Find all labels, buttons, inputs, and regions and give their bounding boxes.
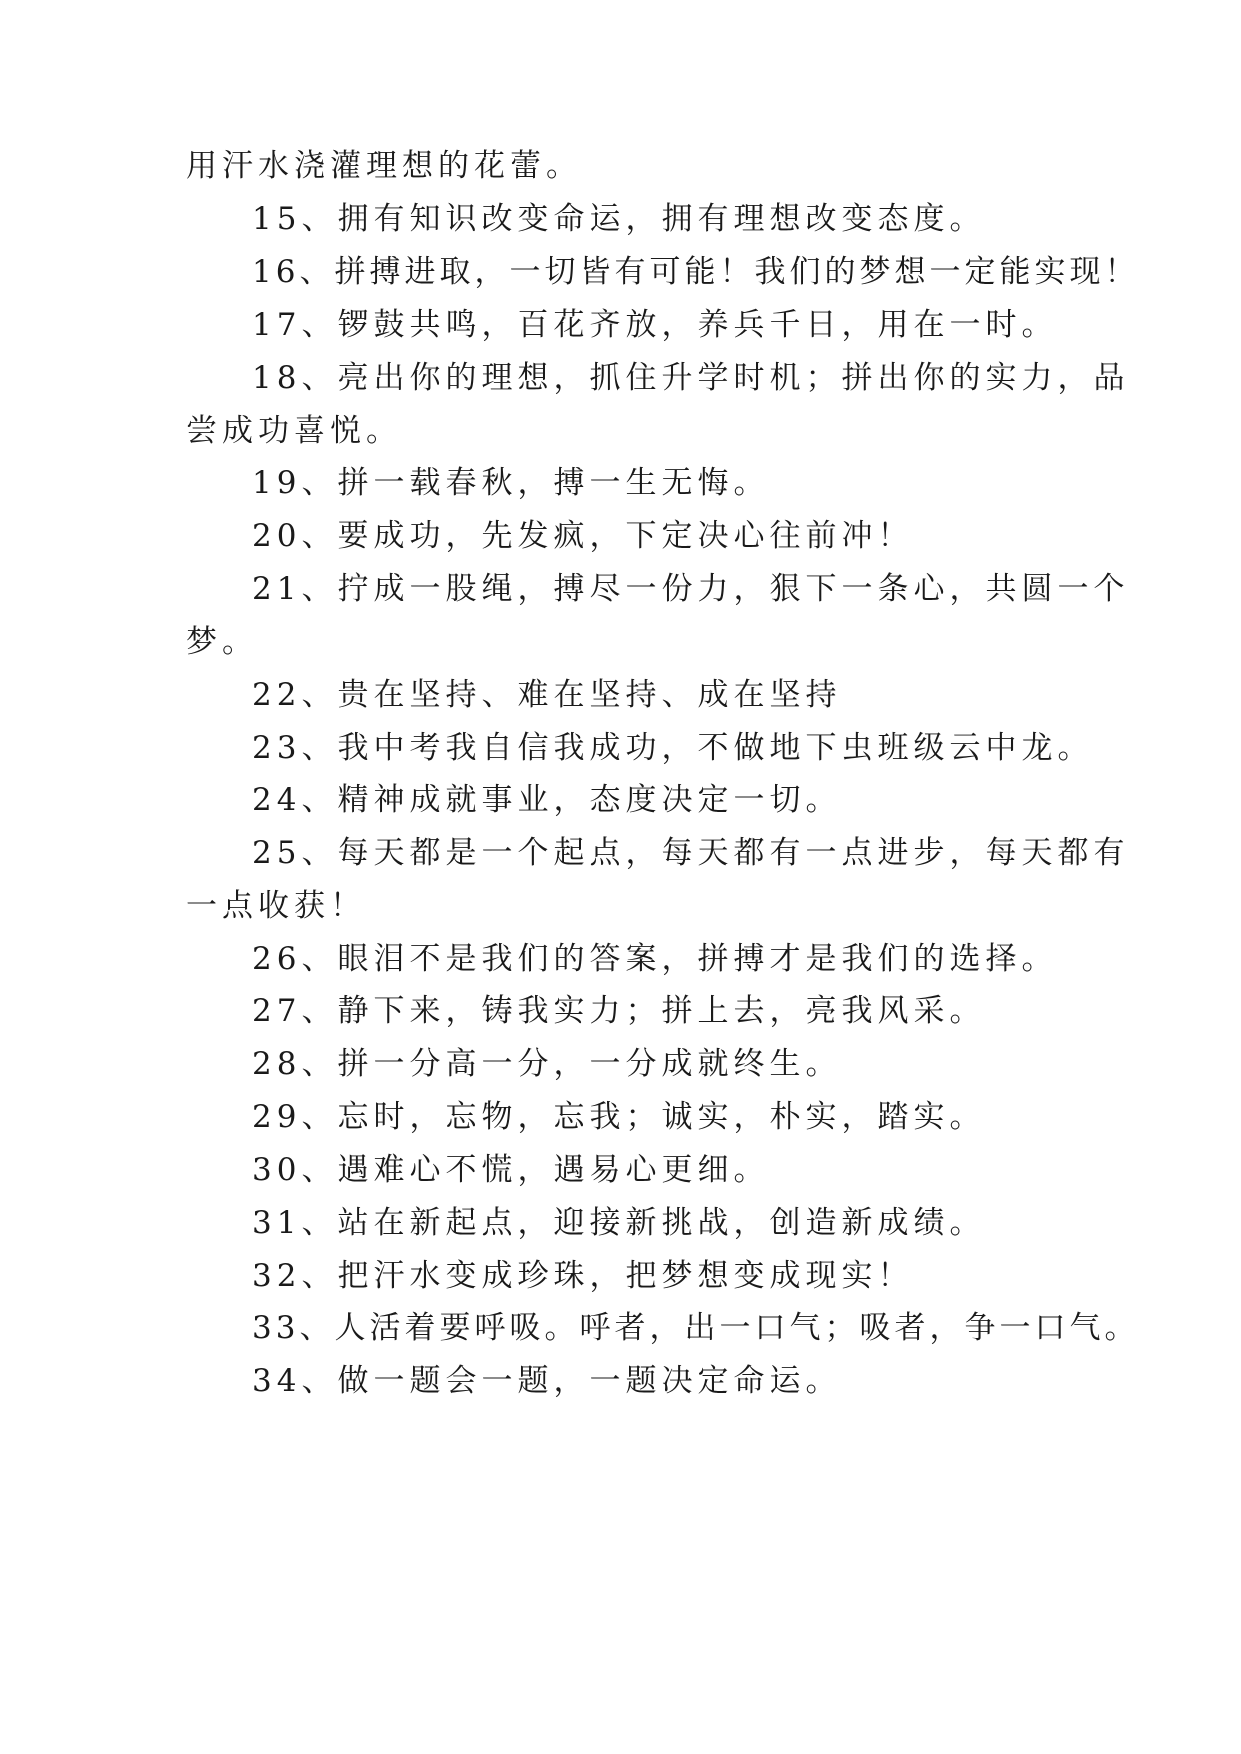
text-line: 用汗水浇灌理想的花蕾。 [186, 148, 582, 184]
text-line: 18、亮出你的理想，抓住升学时机；拼出你的实力，品 [252, 360, 1130, 396]
text-line: 梦。 [186, 624, 258, 660]
text-line: 30、遇难心不慌，遇易心更细。 [252, 1152, 770, 1188]
text-line: 22、贵在坚持、难在坚持、成在坚持 [252, 677, 842, 713]
text-line: 28、拼一分高一分，一分成就终生。 [252, 1046, 842, 1082]
text-line: 19、拼一载春秋，搏一生无悔。 [252, 465, 770, 501]
text-line: 17、锣鼓共鸣，百花齐放，养兵千日，用在一时。 [252, 307, 1058, 343]
text-line: 33、人活着要呼吸。呼者，出一口气；吸者，争一口气。 [252, 1310, 1140, 1346]
text-line: 15、拥有知识改变命运，拥有理想改变态度。 [252, 201, 986, 237]
text-line: 21、拧成一股绳，搏尽一份力，狠下一条心，共圆一个 [252, 571, 1130, 607]
text-line: 29、忘时，忘物，忘我；诚实，朴实，踏实。 [252, 1099, 986, 1135]
text-line: 34、做一题会一题，一题决定命运。 [252, 1363, 842, 1399]
text-line: 一点收获！ [186, 888, 366, 924]
text-line: 23、我中考我自信我成功，不做地下虫班级云中龙。 [252, 730, 1094, 766]
text-line: 27、静下来，铸我实力；拼上去，亮我风采。 [252, 993, 986, 1029]
text-line: 26、眼泪不是我们的答案，拼搏才是我们的选择。 [252, 941, 1058, 977]
text-line: 24、精神成就事业，态度决定一切。 [252, 782, 842, 818]
text-line: 20、要成功，先发疯，下定决心往前冲！ [252, 518, 914, 554]
text-line: 25、每天都是一个起点，每天都有一点进步，每天都有 [252, 835, 1130, 871]
text-line: 16、拼搏进取，一切皆有可能！我们的梦想一定能实现！ [252, 254, 1140, 290]
text-line: 32、把汗水变成珍珠，把梦想变成现实！ [252, 1258, 914, 1294]
text-line: 31、站在新起点，迎接新挑战，创造新成绩。 [252, 1205, 986, 1241]
text-line: 尝成功喜悦。 [186, 413, 402, 449]
